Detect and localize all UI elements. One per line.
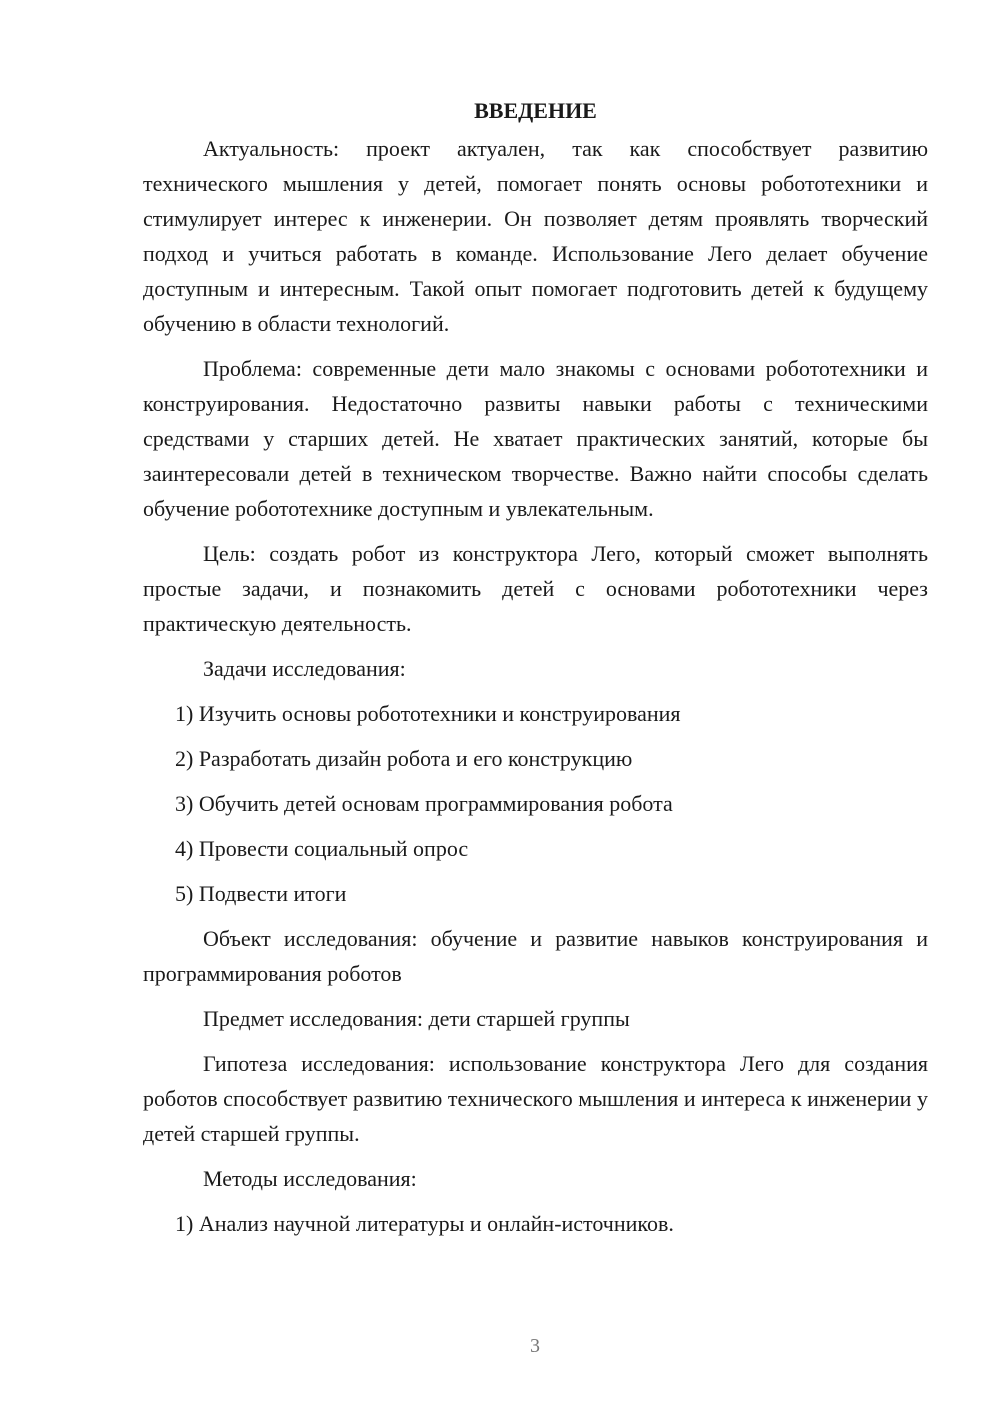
section-heading: ВВЕДЕНИЕ bbox=[474, 98, 597, 123]
task-item: 3) Обучить детей основам программирования робота bbox=[175, 791, 673, 816]
problem-paragraph: Проблема: современные дети мало знакомы с основами робототехники и конструирования. Недостаточно развиты навыки работы с техническими средствами у старших детей. Не хватает практических занятий, которые бы заинтересовали детей в техническом творчестве. Важно найти способы сделать обучение робототехнике доступным и увлекательным. bbox=[143, 356, 928, 521]
goal-paragraph: Цель: создать робот из конструктора Лего, который сможет выполнять простые задачи, и познакомить детей с основами робототехники через практическую деятельность. bbox=[143, 541, 928, 636]
tasks-heading: Задачи исследования: bbox=[203, 656, 406, 681]
subject-paragraph: Предмет исследования: дети старшей группы bbox=[203, 1006, 630, 1031]
page-number: 3 bbox=[530, 1335, 540, 1357]
task-item: 2) Разработать дизайн робота и его конструкцию bbox=[175, 746, 633, 771]
hypothesis-paragraph: Гипотеза исследования: использование конструктора Лего для создания роботов способствует развитию технического мышления и интереса к инженерии у детей старшей группы. bbox=[143, 1051, 928, 1146]
method-item: 1) Анализ научной литературы и онлайн-источников. bbox=[175, 1211, 674, 1236]
relevance-paragraph: Актуальность: проект актуален, так как способствует развитию технического мышления у детей, помогает понять основы робототехники и стимулирует интерес к инженерии. Он позволяет детям проявлять творческий подход и учиться работать в команде. Использование Лего делает обучение доступным и интересным. Такой опыт помогает подготовить детей к будущему обучению в области технологий. bbox=[143, 136, 928, 336]
object-paragraph: Объект исследования: обучение и развитие навыков конструирования и программирования роботов bbox=[143, 926, 928, 986]
task-item: 4) Провести социальный опрос bbox=[175, 836, 469, 861]
task-item: 1) Изучить основы робототехники и конструирования bbox=[175, 701, 681, 726]
methods-heading: Методы исследования: bbox=[203, 1166, 417, 1191]
document-page bbox=[143, 93, 928, 1251]
task-item: 5) Подвести итоги bbox=[175, 881, 347, 906]
